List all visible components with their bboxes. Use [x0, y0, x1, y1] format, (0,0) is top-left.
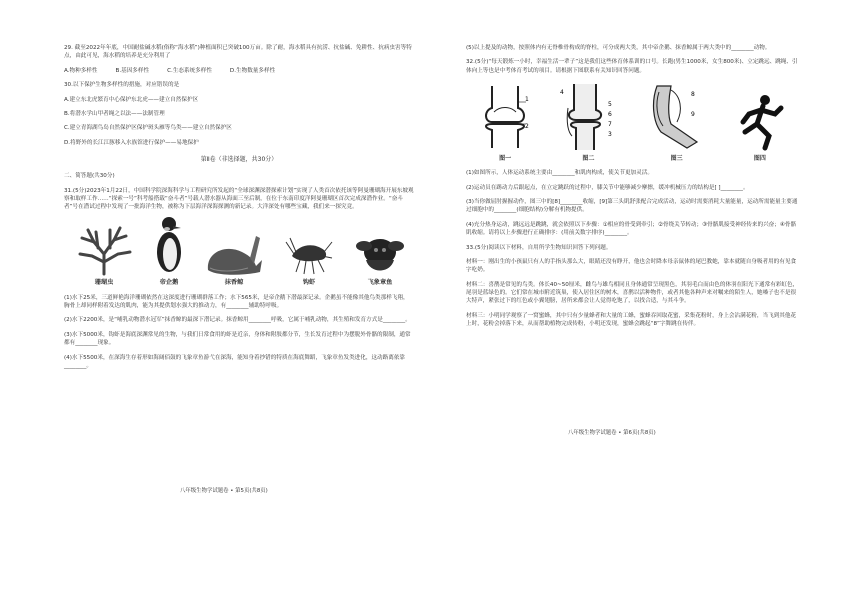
- arm-muscle-icon: [647, 82, 707, 152]
- right-footer: 八年级生物学试题卷 • 第6页(共8页): [568, 430, 656, 436]
- question-32-1: (1)如图所示，人体运动系统主要由________和肌肉构成，使关节更加灵活。: [466, 170, 653, 177]
- runner-icon: [735, 92, 785, 152]
- animal-label-coral: 珊瑚虫: [94, 279, 114, 287]
- fig2-label-3: 3: [608, 131, 613, 139]
- q30-option-a: A.建立东北虎繁育中心保护东北虎——建立自然保护区: [64, 96, 199, 103]
- q30-option-b: B.将潜水学山甲者绳之以法——法制管理: [64, 110, 165, 117]
- fig3-label-8: 8: [690, 91, 695, 99]
- left-page: [64, 44, 414, 376]
- question-32-3: (3)当你做屈肘握握动作，图三中的[8]________收缩，[9]第三头肌舒张配合完成活动，运动时需要消耗大量能量，运动所需能量主要通过细胞中的________(细胞结构)分解有机物提供。: [466, 198, 798, 214]
- amphipod-icon: [284, 232, 334, 276]
- figure-row: [466, 81, 799, 163]
- section-head: 二、简答题(共30分): [64, 173, 115, 180]
- coral-icon: [74, 224, 134, 276]
- question-31-2: (2)水下2200米，是“哺乳动物潜水冠军”抹香鲸的最深下潜记录。抹香鲸用________呼吸，它属于哺乳动物，其生殖和发育方式是________。: [64, 317, 411, 324]
- figure-3: [647, 82, 707, 163]
- question-31-5: (5)以上提及的动物，按照体内有无脊椎骨构成的脊柱，可分成两大类，其中帝企鹅、抹香鲸属于两大类中的________动物。: [466, 45, 771, 51]
- fig1-label-2: 2: [525, 123, 529, 131]
- figure-caption-3: 图三: [670, 155, 683, 163]
- animal-penguin: [154, 214, 184, 287]
- animal-label-octopus: 飞象章鱼: [367, 279, 393, 287]
- material-2: 材料二：喜鹊是常见的鸟类。体长40~50厘米，雌鸟与雄鸟相同且身体通常呈现黑色，其羽毛白而由色的体羽在阳光下通常有彩虹色，尾羽是蓝绿色的。它们常在城市附近筑巢，使入居住区的树木，喜鹊以活种物件，或者其他各种声来对嘱来的陌生人，她嗓子也不是很大特声，紧张过下的红色或小翼翅膀，居所来都会让人觉得吃饱了，以找合适，与其斗争。: [466, 281, 799, 305]
- animal-label-amphipod: 钩虾: [302, 279, 316, 287]
- question-29: 29. 截至2022年年底，中国耐盐碱水稻(俗称“海水稻”)种植面积已突破100万亩。除了耐，海水稻具有抗涝、抗盐碱、免耕性、抗病虫害等特点，由此可见，海水稻的培养是充分利用了: [64, 45, 412, 60]
- animal-dumbo-octopus: [354, 232, 406, 287]
- figure-2: [558, 82, 618, 163]
- fig1-label-1: 1: [525, 96, 529, 104]
- whale-icon: [204, 230, 264, 276]
- q30-option-c: C.建立青海湖鸟岛自然保护区保护斑头雁等鸟类——建立自然保护区: [64, 125, 232, 132]
- animal-coral: [74, 224, 134, 287]
- question-31-intro: 31.(5分)2023年1月22日，中国科学院深海科学与工程研究所发起的“全球深渊深潜探索计划”实现了人类首次依托该等阿曼珊瑚海开展东坡观察和取样工作……“探索一号”科考船搭载“奋斗者”号载人潜水器从海面三至后制，在位于东南印度洋阿曼珊瑚区首次完成深潜作业。“奋斗者”号在潜试过程中发现了一批海洋生物，被称为下层海洋深海探测的新记录。大洋深处有哪些宝藏，我们来一探究竟。: [64, 187, 414, 211]
- section-title: 第Ⅱ卷（非选择题，共30分）: [200, 156, 278, 164]
- question-31-1: (1)水下25米，三道鲜艳海洋珊瑚依然在这深度进行珊瑚群落工作；水下565米，是帝企鹅下潜最深记录。企鹅虽不能像其他鸟类那样飞翔，胸骨上却同样附着发达的肌肉，能为其提供划水强大的推动力，有________辅助特呼吸。: [64, 294, 409, 310]
- figure-4: [735, 92, 785, 163]
- penguin-icon: [154, 214, 184, 276]
- fig2-label-6: 6: [608, 111, 613, 119]
- fig2-label-4: 4: [560, 89, 565, 97]
- animal-label-penguin: 帝企鹅: [159, 279, 179, 287]
- fig3-label-9: 9: [690, 111, 695, 119]
- q29-options: [64, 67, 414, 75]
- figure-caption-1: 图一: [499, 155, 512, 163]
- fig2-label-5: 5: [608, 101, 613, 109]
- question-30: 30.以下保护生物多样性的措施，对应错误的是: [64, 82, 180, 89]
- material-1: 材料一：刚出生的小孩鼠只有人的手指头那么大，眼睛还没有睁开，他也会时降本母亲鼠体的尾巴教她，靠本就随自身吸者用的有见食字吃奶。: [466, 258, 797, 274]
- joint-diagram-icon: [480, 82, 530, 152]
- q29-option-a: A.物种多样性: [64, 67, 98, 74]
- figure-1: [480, 82, 530, 163]
- question-32-2: (2)运动员在踢动力后跟起点，在立定跳跃的过程中，膝关节中能够减少摩擦，缓冲机械压力的结构是[ ]________。: [466, 184, 749, 191]
- question-31-4: (4)水下5500米，在深海生存着形如海阔佰鼓的飞象章鱼游弋在深海，能知身着抄错的特质在海底舞蹈，飞象章鱼发类进化，这动路离依靠________。: [64, 354, 406, 370]
- animal-label-whale: 抹香鲸: [224, 279, 244, 287]
- q30-option-d: D.将野外的长江江豚移入水族馆进行保护——易地保护: [64, 139, 199, 146]
- animal-images: [74, 218, 406, 288]
- question-33-intro: 33.(5分)阅读以下材料，自用所学生物知识回答下列问题。: [466, 244, 612, 251]
- octopus-icon: [354, 232, 406, 276]
- material-3: 材料三：小明同学观察了一窝蜜蜂，其中只有少量蜂者和大量的工蜂，蜜蜂吞回取花蜜，采集花粉时，身上会沾满花粉，当飞到其他花上时，花粉会掉落下来，从而帮助植物完成传粉，小明还发现，蜜蜂会跳起“8”字舞跳在传伴。: [466, 312, 797, 328]
- q29-option-d: D.生物数量多样性: [229, 67, 276, 74]
- figure-caption-2: 图二: [582, 155, 595, 163]
- right-page: [466, 44, 799, 335]
- q29-option-c: C.生态系统多样性: [167, 67, 212, 74]
- question-31-3: (3)水下5000米，钩虾是海底深渊常见的生物，与我们日常食用的虾是近亲，身体和附肢都分节，生长发育过程中为摆脱外骨骼的限制，通常都有________现象。: [64, 331, 411, 347]
- question-32-intro: 32.(5分)“每天锻炼一小时，幸福生活一辈子”这是我们这些体育体系训的口号。长跑(男生1000米，女生800米)、立定跳远、跳绳、引体向上等也是中考体育考试的项目。请根据下图联系有关知识回答问题。: [466, 59, 798, 74]
- fig2-label-7: 7: [608, 121, 613, 129]
- animal-amphipod: [284, 232, 334, 287]
- question-32-4: (4)充分热身运动，跳远远是跳跳，就会依照以下步骤：①相应的骨受到牵引；②骨绕关节转动；③骨骼肌接受神经传来的兴奋；④骨骼肌收缩。请将以上步骤进行正确排序：(用前关数字排序)________。: [466, 221, 797, 237]
- knee-diagram-icon: [558, 82, 618, 152]
- animal-whale: [204, 230, 264, 287]
- figure-caption-4: 图四: [753, 155, 766, 163]
- q29-option-b: B.基因多样性: [115, 67, 150, 74]
- left-footer: 八年级生物学试题卷 • 第5页(共8页): [180, 488, 268, 494]
